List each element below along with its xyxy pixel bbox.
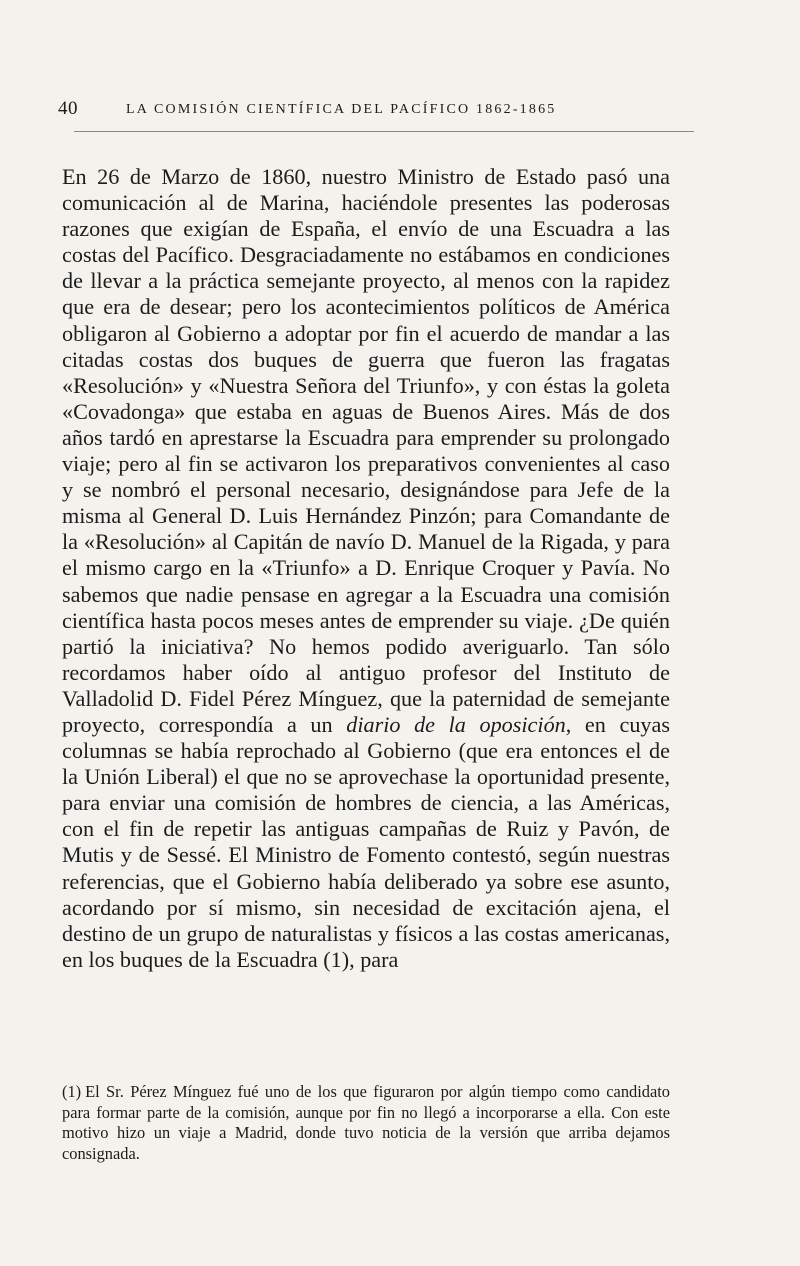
running-title: LA COMISIÓN CIENTÍFICA DEL PACÍFICO 1862-1865: [126, 102, 557, 117]
paragraph-text: En 26 de Marzo de 1860, nuestro Ministro de Estado pasó una comunicación al de Marina, haciéndole presentes las poderosas razones que exigían de España, el envío de una Escuadra a las costas del Pacífico. Desgraciadamente no estábamos en condiciones de llevar a la práctica semejante proyecto, al menos con la rapidez que era de desear; pero los acontecimientos políticos de América obligaron al Gobierno a adoptar por fin el acuerdo de mandar a las citadas costas dos buques de guerra que fueron las fragatas «Resolución» y «Nuestra Señora del Triunfo», y con éstas la goleta «Covadonga» que estaba en aguas de Buenos Aires. Más de dos años tardó en aprestarse la Escuadra para emprender su prolongado viaje; pero al fin se activaron los preparativos convenientes al caso y se nombró el personal necesario, designándose para Jefe de la misma al General D. Luis Hernández Pinzón; para Comandante de la «Resolución» al Capitán de navío D. Manuel de la Rigada, y para el mismo cargo en la «Triunfo» a D. Enrique Croquer y Pavía. No sabemos que nadie pensase en agregar a la Escuadra una comisión científica hasta pocos meses antes de emprender su viaje. ¿De quién partió la iniciativa? No hemos podido averiguarlo. Tan sólo recordamos haber oído al antiguo profesor del Instituto de Valladolid D. Fidel Pérez Mínguez, que la paternidad de semejante proyecto, correspondía a un: [62, 164, 670, 737]
footnote-marker: (1): [62, 1082, 82, 1101]
italic-phrase: diario de la oposición: [346, 711, 566, 737]
running-head: [58, 96, 698, 126]
paragraph-text-continued: , en cuyas columnas se había reprochado al Gobierno (que era entonces el de la Unión Liberal) el que no se aprovechase la oportunidad presente, para enviar una comisión de hombres de ciencia, a las Américas, con el fin de repetir las antiguas campañas de Ruiz y Pavón, de Mutis y de Sessé. El Ministro de Fomento contestó, según nuestras referencias, que el Gobierno había deliberado ya sobre ese asunto, acordando por sí mismo, sin necesidad de excitación ajena, el destino de un grupo de naturalistas y físicos a las costas americanas, en los buques de la Escuadra (1), para: [62, 711, 670, 972]
main-paragraph: [62, 164, 670, 973]
page-number: 40: [58, 98, 78, 119]
footnote-text: El Sr. Pérez Mínguez fué uno de los que figuraron por algún tiempo como candidato para formar parte de la comisión, aunque por fin no llegó a incorporarse a ella. Con este motivo hizo un viaje a Madrid, donde tuvo noticia de la versión que arriba dejamos consignada.: [62, 1082, 670, 1163]
footnote: [62, 1082, 670, 1164]
header-rule: [74, 131, 694, 132]
